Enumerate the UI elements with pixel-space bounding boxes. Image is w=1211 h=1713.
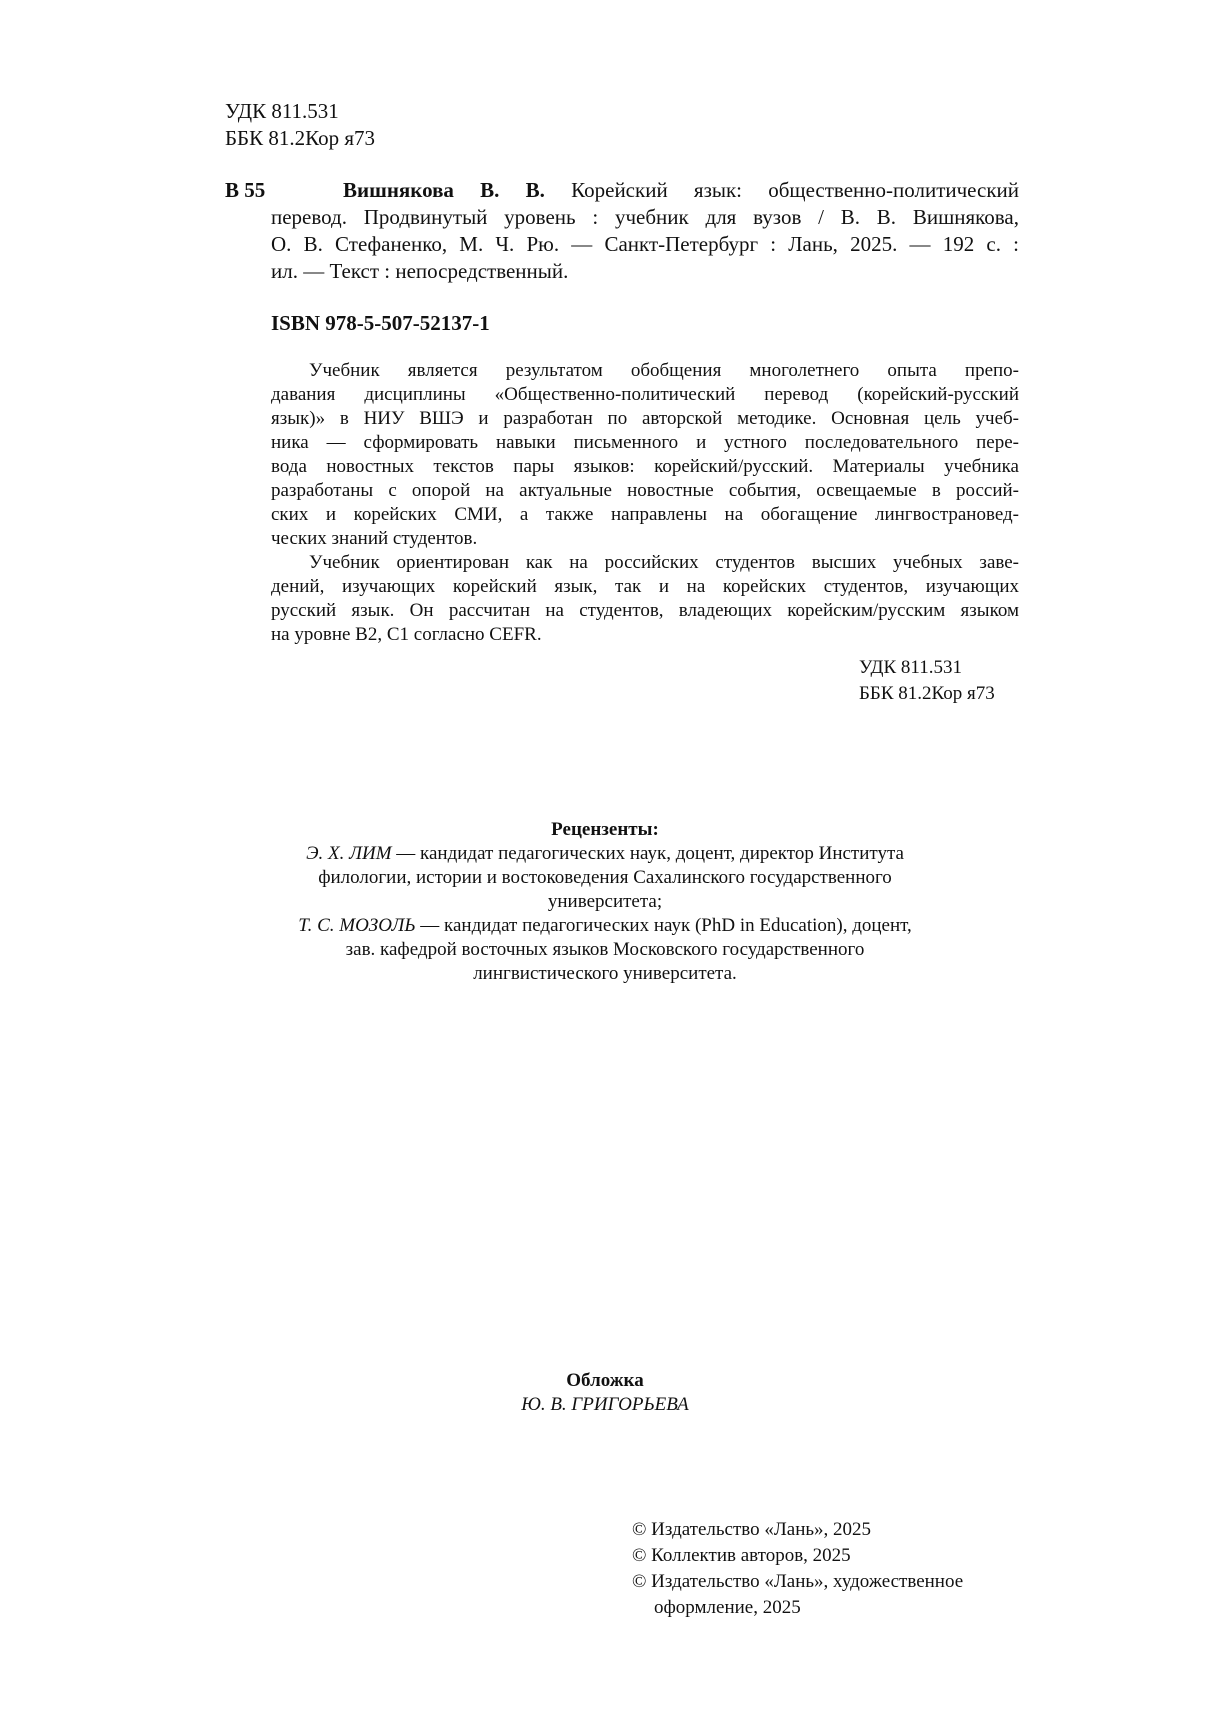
annotation-line: русский язык. Он рассчитан на студентов, владеющих корейским/русским языком: [271, 600, 1019, 621]
annotation-line: на уровне B2, C1 согласно CEFR.: [271, 624, 542, 645]
entry-line-4: ил. — Текст : непосредственный.: [271, 259, 569, 283]
author-mark: В 55: [225, 178, 266, 202]
cover-heading: Обложка: [566, 1370, 644, 1391]
bbk-code: ББК 81.2Кор я73: [225, 126, 375, 150]
annotation-line: ника — сформировать навыки письменного и устного последовательного пере-: [271, 432, 1019, 453]
annotation-line: разработаны с опорой на актуальные новостные события, освещаемые в россий-: [271, 480, 1019, 501]
reviewer-1-line-1: [220, 842, 990, 866]
isbn: ISBN 978-5-507-52137-1: [271, 311, 490, 335]
entry-line-2: перевод. Продвинутый уровень : учебник для вузов / В. В. Вишнякова,: [271, 205, 1019, 229]
reviewer-2-line-2: зав. кафедрой восточных языков Московского государственного: [345, 939, 865, 960]
copyright-line: © Коллектив авторов, 2025: [632, 1545, 851, 1566]
reviewer-2-line-1: [220, 914, 990, 938]
reviewer-1-line-3: университета;: [547, 891, 663, 912]
annotation-line: Учебник ориентирован как на российских студентов высших учебных заве-: [309, 552, 1019, 573]
entry-line-3: О. В. Стефаненко, М. Ч. Рю. — Санкт-Петербург : Лань, 2025. — 192 с. :: [271, 232, 1019, 256]
annotation-line: Учебник является результатом обобщения многолетнего опыта препо-: [309, 360, 1019, 381]
reviewer-1-name: Э. Х. ЛИМ: [306, 843, 392, 864]
classification-codes-top: [225, 98, 375, 152]
bibliographic-entry: [271, 177, 1019, 285]
annotation-line: дений, изучающих корейский язык, так и на корейских студентов, изучающих: [271, 576, 1019, 597]
annotation-line: язык)» в НИУ ВШЭ и разработан по авторской методике. Основная цель учеб-: [271, 408, 1019, 429]
udk-code: УДК 811.531: [859, 657, 962, 678]
reviewers-heading: Рецензенты:: [551, 819, 659, 840]
udk-code: УДК 811.531: [225, 99, 339, 123]
reviewer-2-credentials: — кандидат педагогических наук (PhD in Education), доцент,: [415, 915, 912, 936]
cover-designer: Ю. В. ГРИГОРЬЕВА: [521, 1394, 689, 1415]
annotation-line: ских и корейских СМИ, а также направлены на обогащение лингвострановед-: [271, 504, 1019, 525]
annotation-line: давания дисциплины «Общественно-политический перевод (корейский-русский: [271, 384, 1019, 405]
entry-line-1: [271, 177, 1019, 204]
annotation: [271, 359, 1019, 647]
classification-codes-right: [859, 655, 995, 707]
reviewer-2-line-3: лингвистического университета.: [473, 963, 737, 984]
bbk-code: ББК 81.2Кор я73: [859, 683, 995, 704]
annotation-line: ческих знаний студентов.: [271, 528, 478, 549]
cover-credit: [220, 1369, 990, 1417]
reviewer-2-name: Т. С. МОЗОЛЬ: [298, 915, 416, 936]
entry-title: Корейский язык: общественно-политический: [571, 178, 1020, 202]
entry-author: Вишнякова В. В.: [343, 178, 545, 202]
reviewer-1-credentials: — кандидат педагогических наук, доцент, директор Института: [391, 843, 904, 864]
reviewers-section: [220, 818, 990, 986]
copyright-line: © Издательство «Лань», 2025: [632, 1519, 872, 1540]
annotation-line: вода новостных текстов пары языков: корейский/русский. Материалы учебника: [271, 456, 1019, 477]
copyright-block: [632, 1517, 963, 1621]
copyright-line: оформление, 2025: [654, 1597, 801, 1618]
copyright-line: © Издательство «Лань», художественное: [632, 1571, 964, 1592]
reviewer-1-line-2: филологии, истории и востоковедения Сахалинского государственного: [318, 867, 892, 888]
